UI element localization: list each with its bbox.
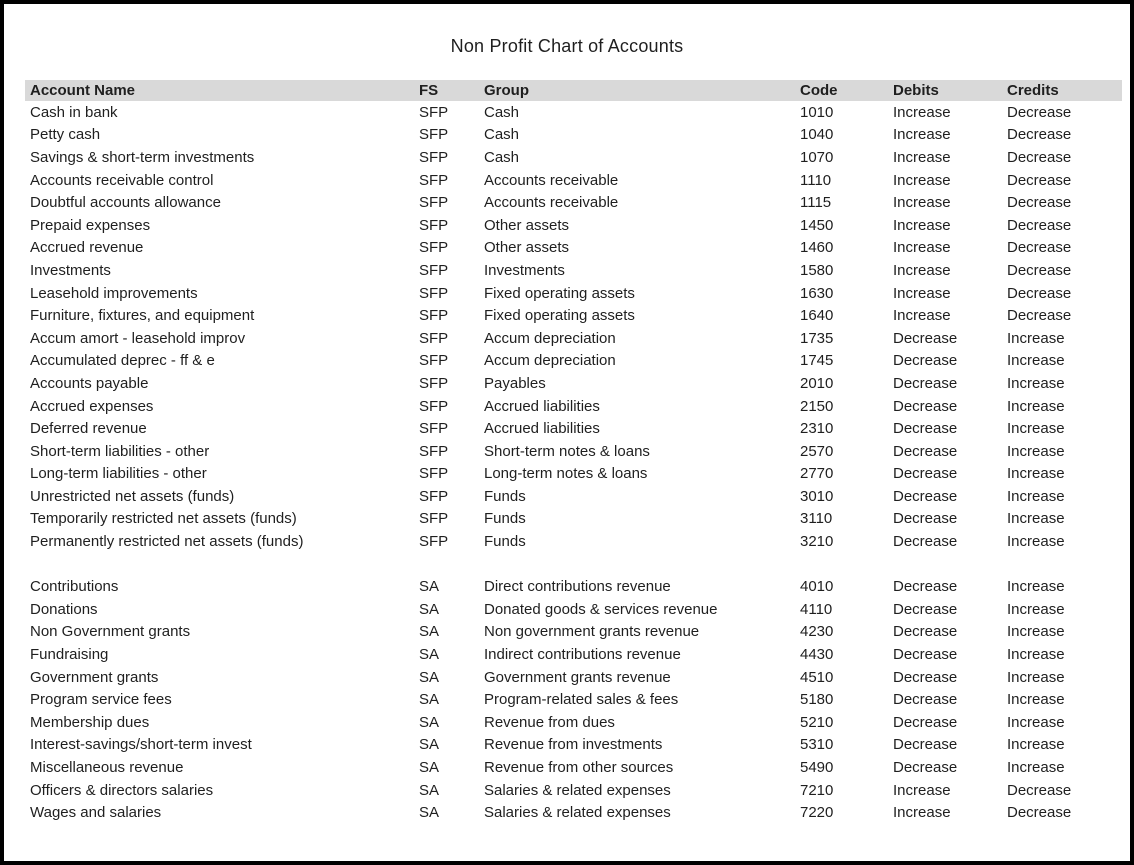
cell-debits: Decrease (893, 329, 958, 347)
cell-debits: Increase (893, 216, 951, 234)
cell-account-name: Program service fees (30, 691, 172, 709)
cell-group: Accrued liabilities (484, 397, 600, 415)
cell-code: 2770 (800, 465, 834, 483)
cell-fs: SFP (419, 148, 449, 166)
cell-debits: Increase (893, 239, 951, 257)
cell-fs: SFP (419, 261, 449, 279)
table-row (25, 191, 1122, 214)
cell-credits: Increase (1007, 442, 1065, 460)
cell-group: Accum depreciation (484, 352, 616, 370)
table-row (25, 643, 1122, 666)
cell-account-name: Accounts payable (30, 374, 149, 392)
cell-group: Funds (484, 510, 526, 528)
cell-fs: SFP (419, 533, 449, 551)
cell-group (484, 553, 800, 576)
cell-fs: SFP (419, 284, 449, 302)
cell-fs: SFP (419, 239, 449, 257)
cell-account-name: Officers & directors salaries (30, 781, 214, 799)
cell-debits: Decrease (893, 487, 958, 505)
cell-fs: SA (419, 600, 440, 618)
cell-fs: SFP (419, 103, 449, 121)
cell-code: 1110 (800, 171, 832, 189)
cell-debits (893, 553, 1007, 576)
cell-credits: Increase (1007, 397, 1065, 415)
cell-credits: Increase (1007, 465, 1065, 483)
cell-group: Investments (484, 261, 565, 279)
cell-group: Donated goods & services revenue (484, 600, 718, 618)
column-header-fs: FS (419, 80, 484, 101)
cell-group: Accounts receivable (484, 171, 619, 189)
table-row (25, 169, 1122, 192)
table-row (25, 214, 1122, 237)
cell-account-name: Miscellaneous revenue (30, 759, 184, 777)
table-row (25, 779, 1122, 802)
cell-credits: Decrease (1007, 781, 1072, 799)
cell-debits: Increase (893, 261, 951, 279)
cell-fs: SFP (419, 397, 449, 415)
cell-credits: Increase (1007, 713, 1065, 731)
cell-code: 1460 (800, 239, 834, 257)
cell-account-name: Furniture, fixtures, and equipment (30, 307, 255, 325)
cell-credits: Increase (1007, 578, 1065, 596)
cell-credits: Increase (1007, 510, 1065, 528)
table-row (25, 463, 1122, 486)
cell-credits: Decrease (1007, 284, 1072, 302)
cell-account-name: Accrued revenue (30, 239, 144, 257)
cell-debits: Increase (893, 171, 951, 189)
cell-code: 3210 (800, 533, 834, 551)
cell-fs: SA (419, 646, 440, 664)
cell-code: 2150 (800, 397, 834, 415)
spacer-row (25, 553, 1122, 576)
page-title: Non Profit Chart of Accounts (450, 36, 684, 56)
cell-group: Direct contributions revenue (484, 578, 671, 596)
cell-account-name: Permanently restricted net assets (funds) (30, 533, 304, 551)
cell-debits: Decrease (893, 668, 958, 686)
cell-code: 1640 (800, 307, 834, 325)
cell-debits: Increase (893, 307, 951, 325)
cell-credits: Increase (1007, 329, 1065, 347)
cell-debits: Decrease (893, 442, 958, 460)
cell-code: 1040 (800, 126, 834, 144)
cell-debits: Increase (893, 194, 951, 212)
cell-group: Cash (484, 126, 520, 144)
cell-fs: SA (419, 713, 440, 731)
cell-fs: SFP (419, 307, 449, 325)
cell-code: 1010 (800, 103, 834, 121)
cell-account-name: Investments (30, 261, 111, 279)
column-header-code: Code (800, 80, 893, 101)
table-row (25, 734, 1122, 757)
cell-fs: SFP (419, 216, 449, 234)
cell-fs: SFP (419, 329, 449, 347)
cell-debits: Decrease (893, 578, 958, 596)
cell-debits: Decrease (893, 465, 958, 483)
cell-account-name: Government grants (30, 668, 159, 686)
cell-debits: Decrease (893, 759, 958, 777)
cell-group: Accounts receivable (484, 194, 619, 212)
cell-account-name: Savings & short-term investments (30, 148, 255, 166)
table-row (25, 801, 1122, 824)
cell-account-name: Interest-savings/short-term invest (30, 736, 252, 754)
cell-account-name: Accum amort - leasehold improv (30, 329, 246, 347)
header-row (25, 80, 1122, 101)
cell-credits (1007, 553, 1122, 576)
table-row (25, 372, 1122, 395)
cell-code: 5210 (800, 713, 834, 731)
table-row (25, 756, 1122, 779)
cell-credits: Decrease (1007, 126, 1072, 144)
cell-debits: Increase (893, 284, 951, 302)
cell-code: 1745 (800, 352, 834, 370)
cell-debits: Decrease (893, 533, 958, 551)
table-row (25, 395, 1122, 418)
table-row (25, 304, 1122, 327)
cell-debits: Decrease (893, 691, 958, 709)
cell-fs: SFP (419, 171, 449, 189)
cell-credits: Decrease (1007, 261, 1072, 279)
cell-code: 4430 (800, 646, 834, 664)
cell-code (800, 553, 893, 576)
cell-group: Government grants revenue (484, 668, 671, 686)
cell-account-name (25, 553, 419, 576)
cell-group: Salaries & related expenses (484, 804, 671, 822)
cell-credits: Increase (1007, 646, 1065, 664)
cell-credits: Decrease (1007, 194, 1072, 212)
cell-account-name: Accumulated deprec - ff & e (30, 352, 215, 370)
cell-credits: Increase (1007, 600, 1065, 618)
cell-fs: SA (419, 668, 440, 686)
cell-code: 2310 (800, 420, 834, 438)
cell-group: Payables (484, 374, 546, 392)
cell-fs: SA (419, 804, 440, 822)
cell-fs: SFP (419, 465, 449, 483)
cell-fs: SA (419, 736, 440, 754)
cell-group: Revenue from dues (484, 713, 615, 731)
cell-credits: Increase (1007, 623, 1065, 641)
cell-debits: Decrease (893, 646, 958, 664)
cell-group: Revenue from investments (484, 736, 663, 754)
cell-code: 1630 (800, 284, 834, 302)
cell-code: 4010 (800, 578, 834, 596)
cell-credits: Increase (1007, 420, 1065, 438)
cell-account-name: Temporarily restricted net assets (funds) (30, 510, 297, 528)
cell-credits: Increase (1007, 736, 1065, 754)
cell-fs: SFP (419, 510, 449, 528)
table-row (25, 146, 1122, 169)
cell-credits: Decrease (1007, 171, 1072, 189)
cell-debits: Decrease (893, 713, 958, 731)
cell-account-name: Unrestricted net assets (funds) (30, 487, 235, 505)
cell-credits: Decrease (1007, 804, 1072, 822)
cell-account-name: Petty cash (30, 126, 101, 144)
cell-fs: SA (419, 759, 440, 777)
table-row (25, 621, 1122, 644)
cell-group: Other assets (484, 216, 570, 234)
cell-group: Program-related sales & fees (484, 691, 679, 709)
cell-code: 1450 (800, 216, 834, 234)
cell-group: Revenue from other sources (484, 759, 674, 777)
cell-fs: SFP (419, 194, 449, 212)
cell-code: 3010 (800, 487, 834, 505)
table-row (25, 530, 1122, 553)
cell-fs: SFP (419, 126, 449, 144)
cell-debits: Increase (893, 148, 951, 166)
table-row (25, 259, 1122, 282)
cell-account-name: Non Government grants (30, 623, 191, 641)
cell-code: 4110 (800, 600, 833, 618)
cell-fs: SA (419, 578, 440, 596)
cell-account-name: Cash in bank (30, 103, 118, 121)
cell-credits: Increase (1007, 487, 1065, 505)
cell-group: Cash (484, 148, 520, 166)
cell-group: Salaries & related expenses (484, 781, 671, 799)
cell-debits: Increase (893, 126, 951, 144)
cell-group: Short-term notes & loans (484, 442, 650, 460)
cell-debits: Decrease (893, 510, 958, 528)
cell-group: Indirect contributions revenue (484, 646, 681, 664)
table-row (25, 598, 1122, 621)
cell-code: 2010 (800, 374, 834, 392)
table-row (25, 101, 1122, 124)
cell-code: 4510 (800, 668, 834, 686)
cell-code: 7210 (800, 781, 834, 799)
table-row (25, 485, 1122, 508)
cell-fs: SA (419, 781, 440, 799)
cell-group: Other assets (484, 239, 570, 257)
cell-group: Funds (484, 487, 526, 505)
cell-fs: SA (419, 691, 440, 709)
cell-code: 1115 (800, 194, 832, 212)
cell-debits: Decrease (893, 600, 958, 618)
cell-group: Cash (484, 103, 520, 121)
cell-group: Non government grants revenue (484, 623, 700, 641)
table-row (25, 666, 1122, 689)
cell-group: Funds (484, 533, 526, 551)
cell-group: Long-term notes & loans (484, 465, 648, 483)
cell-code: 4230 (800, 623, 834, 641)
cell-group: Accrued liabilities (484, 420, 600, 438)
cell-debits: Decrease (893, 397, 958, 415)
cell-credits: Increase (1007, 759, 1065, 777)
cell-debits: Increase (893, 103, 951, 121)
cell-credits: Decrease (1007, 239, 1072, 257)
cell-code: 5490 (800, 759, 834, 777)
cell-account-name: Wages and salaries (30, 804, 162, 822)
table-row (25, 237, 1122, 260)
cell-account-name: Deferred revenue (30, 420, 147, 438)
cell-fs: SA (419, 623, 440, 641)
cell-fs: SFP (419, 420, 449, 438)
cell-fs: SFP (419, 487, 449, 505)
table-row (25, 350, 1122, 373)
cell-account-name: Leasehold improvements (30, 284, 198, 302)
column-header-account-name: Account Name (25, 80, 419, 101)
cell-credits: Increase (1007, 374, 1065, 392)
cell-debits: Decrease (893, 352, 958, 370)
cell-account-name: Prepaid expenses (30, 216, 151, 234)
table-row (25, 417, 1122, 440)
cell-debits: Decrease (893, 623, 958, 641)
table-body (25, 101, 1122, 824)
table-row (25, 124, 1122, 147)
cell-account-name: Donations (30, 600, 98, 618)
cell-code: 1580 (800, 261, 834, 279)
cell-code: 5180 (800, 691, 834, 709)
cell-credits: Decrease (1007, 103, 1072, 121)
cell-account-name: Contributions (30, 578, 119, 596)
cell-debits: Decrease (893, 420, 958, 438)
cell-debits: Increase (893, 804, 951, 822)
cell-account-name: Membership dues (30, 713, 150, 731)
cell-credits: Increase (1007, 691, 1065, 709)
cell-fs: SFP (419, 352, 449, 370)
cell-credits: Decrease (1007, 307, 1072, 325)
cell-code: 2570 (800, 442, 834, 460)
table-row (25, 440, 1122, 463)
cell-group: Fixed operating assets (484, 284, 635, 302)
cell-group: Accum depreciation (484, 329, 616, 347)
table-row (25, 688, 1122, 711)
cell-debits: Decrease (893, 374, 958, 392)
table-row (25, 327, 1122, 350)
cell-credits: Decrease (1007, 148, 1072, 166)
cell-fs: SFP (419, 442, 449, 460)
cell-code: 5310 (800, 736, 834, 754)
cell-fs: SFP (419, 374, 449, 392)
cell-account-name: Doubtful accounts allowance (30, 194, 221, 212)
cell-group: Fixed operating assets (484, 307, 635, 325)
table-row (25, 508, 1122, 531)
cell-credits: Decrease (1007, 216, 1072, 234)
column-header-debits: Debits (893, 80, 1007, 101)
cell-account-name: Short-term liabilities - other (30, 442, 210, 460)
cell-account-name: Fundraising (30, 646, 109, 664)
cell-code: 1735 (800, 329, 834, 347)
cell-account-name: Accounts receivable control (30, 171, 214, 189)
cell-fs (419, 553, 484, 576)
column-header-credits: Credits (1007, 80, 1122, 101)
cell-account-name: Long-term liabilities - other (30, 465, 207, 483)
cell-credits: Increase (1007, 533, 1065, 551)
cell-code: 3110 (800, 510, 833, 528)
table-row (25, 575, 1122, 598)
cell-code: 1070 (800, 148, 834, 166)
cell-debits: Increase (893, 781, 951, 799)
cell-debits: Decrease (893, 736, 958, 754)
column-header-group: Group (484, 80, 800, 101)
cell-credits: Increase (1007, 352, 1065, 370)
cell-credits: Increase (1007, 668, 1065, 686)
accounts-table (25, 80, 1122, 824)
cell-code: 7220 (800, 804, 834, 822)
table-row (25, 711, 1122, 734)
table-row (25, 282, 1122, 305)
cell-account-name: Accrued expenses (30, 397, 154, 415)
